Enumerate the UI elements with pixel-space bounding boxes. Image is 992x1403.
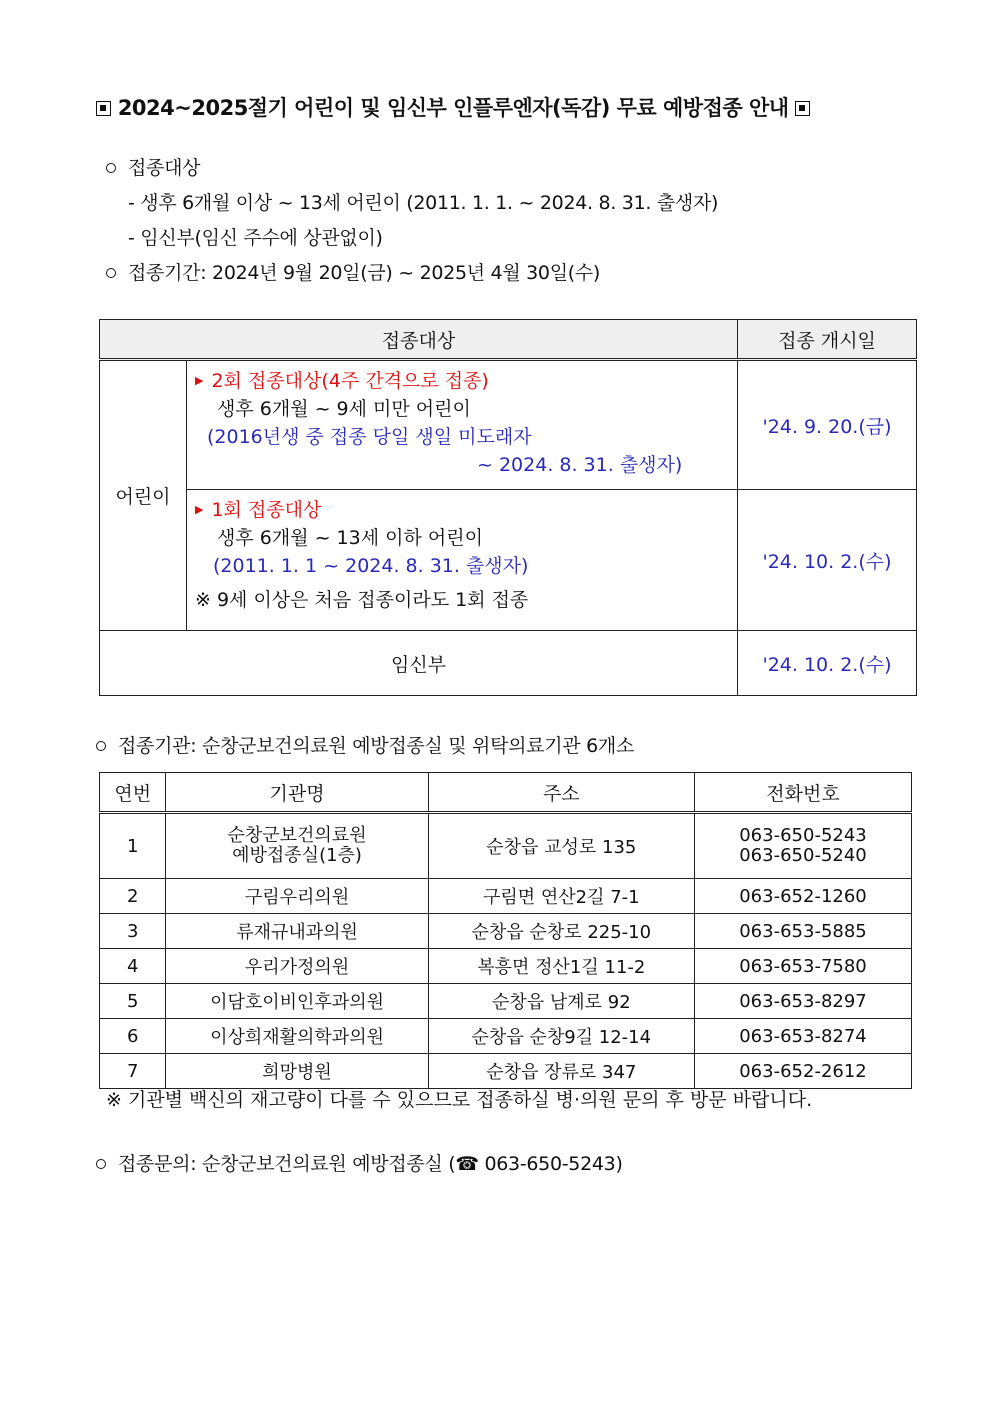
row-name: 구림우리의원 [166,879,428,914]
institutions-table [99,772,912,1089]
row-phone: 063-653-5885 [694,914,911,949]
contact-line: 접종문의: 순창군보건의료원 예방접종실 (☎ 063-650-5243) [96,1149,623,1176]
row-name: 순창군보건의료원 예방접종실(1층) [166,813,428,879]
institutions-header-row [100,773,912,813]
schedule-table [99,319,917,696]
triangle-bullet-icon: ▶ [195,503,204,516]
row-name: 이담호이비인후과의원 [166,984,428,1019]
table-row [100,1054,912,1089]
one-dose-date: '24. 10. 2.(수) [738,490,917,631]
child-label: 어린이 [100,360,187,631]
two-dose-line1: 생후 6개월 ~ 9세 미만 어린이 [217,398,471,420]
one-dose-cell [187,490,738,631]
schedule-row-two-dose [100,360,917,490]
row-phone: 063-653-8274 [694,1019,911,1054]
two-dose-line2: (2016년생 중 접종 당일 생일 미도래자 [207,426,532,448]
table-row [100,1019,912,1054]
square-bullet-icon [96,101,111,116]
header-no: 연번 [100,773,166,813]
row-phone: 063-652-2612 [694,1054,911,1089]
table-row [100,949,912,984]
row-name: 류재규내과의원 [166,914,428,949]
schedule-row-one-dose [100,490,917,631]
page-title [96,92,896,122]
header-name: 기관명 [166,773,428,813]
two-dose-title: ▶ 2회 접종대상(4주 간격으로 접종) [195,370,489,392]
row-no: 5 [100,984,166,1019]
pregnant-date: '24. 10. 2.(수) [738,631,917,696]
table-row [100,879,912,914]
triangle-bullet-icon: ▶ [195,374,204,387]
circle-bullet-icon [96,1159,106,1169]
row-no: 6 [100,1019,166,1054]
header-start-date: 접종 개시일 [738,320,917,360]
row-no: 3 [100,914,166,949]
row-no: 7 [100,1054,166,1089]
row-phone: 063-653-8297 [694,984,911,1019]
row-address: 순창읍 순창9길 12-14 [428,1019,694,1054]
row-no: 2 [100,879,166,914]
table-row [100,813,912,879]
row-address: 순창읍 남계로 92 [428,984,694,1019]
row-address: 복흥면 정산1길 11-2 [428,949,694,984]
header-target: 접종대상 [100,320,738,360]
circle-bullet-icon [96,741,106,751]
pregnant-label: 임신부 [100,631,738,696]
row-address: 순창읍 장류로 347 [428,1054,694,1089]
row-name: 희망병원 [166,1054,428,1089]
target-heading: 접종대상 [106,153,200,180]
one-dose-line2: (2011. 1. 1 ~ 2024. 8. 31. 출생자) [213,555,529,577]
institutions-heading: 접종기관: 순창군보건의료원 예방접종실 및 위탁의료기관 6개소 [96,731,634,758]
row-address: 순창읍 순창로 225-10 [428,914,694,949]
square-bullet-icon [795,101,810,116]
two-dose-date: '24. 9. 20.(금) [738,360,917,490]
row-phone: 063-653-7580 [694,949,911,984]
period-line: 접종기간: 2024년 9월 20일(금) ~ 2025년 4월 30일(수) [106,258,600,285]
circle-bullet-icon [106,163,116,173]
row-phone: 063-652-1260 [694,879,911,914]
one-dose-line1: 생후 6개월 ~ 13세 이하 어린이 [217,527,483,549]
header-phone: 전화번호 [694,773,911,813]
header-address: 주소 [428,773,694,813]
schedule-row-pregnant [100,631,917,696]
row-phone: 063-650-5243 063-650-5240 [694,813,911,879]
row-name: 우리가정의원 [166,949,428,984]
one-dose-note: ※ 9세 이상은 처음 접종이라도 1회 접종 [195,589,529,611]
table-row [100,914,912,949]
row-name: 이상희재활의학과의원 [166,1019,428,1054]
row-no: 4 [100,949,166,984]
row-no: 1 [100,813,166,879]
row-address: 구림면 연산2길 7-1 [428,879,694,914]
title-text: 2024~2025절기 어린이 및 임신부 인플루엔자(독감) 무료 예방접종 안내 [117,96,789,120]
circle-bullet-icon [106,268,116,278]
table-row [100,984,912,1019]
schedule-header-row [100,320,917,360]
target-item-children: - 생후 6개월 이상 ~ 13세 어린이 (2011. 1. 1. ~ 2024. 8. 31. 출생자) [128,192,719,214]
row-address: 순창읍 교성로 135 [428,813,694,879]
institutions-footnote: ※ 기관별 백신의 재고량이 다를 수 있으므로 접종하실 병·의원 문의 후 방문 바랍니다. [106,1089,813,1111]
two-dose-cell [187,360,738,490]
two-dose-line3: ~ 2024. 8. 31. 출생자) [477,454,683,476]
one-dose-title: ▶ 1회 접종대상 [195,499,322,521]
target-item-pregnant: - 임신부(임신 주수에 상관없이) [128,227,383,249]
